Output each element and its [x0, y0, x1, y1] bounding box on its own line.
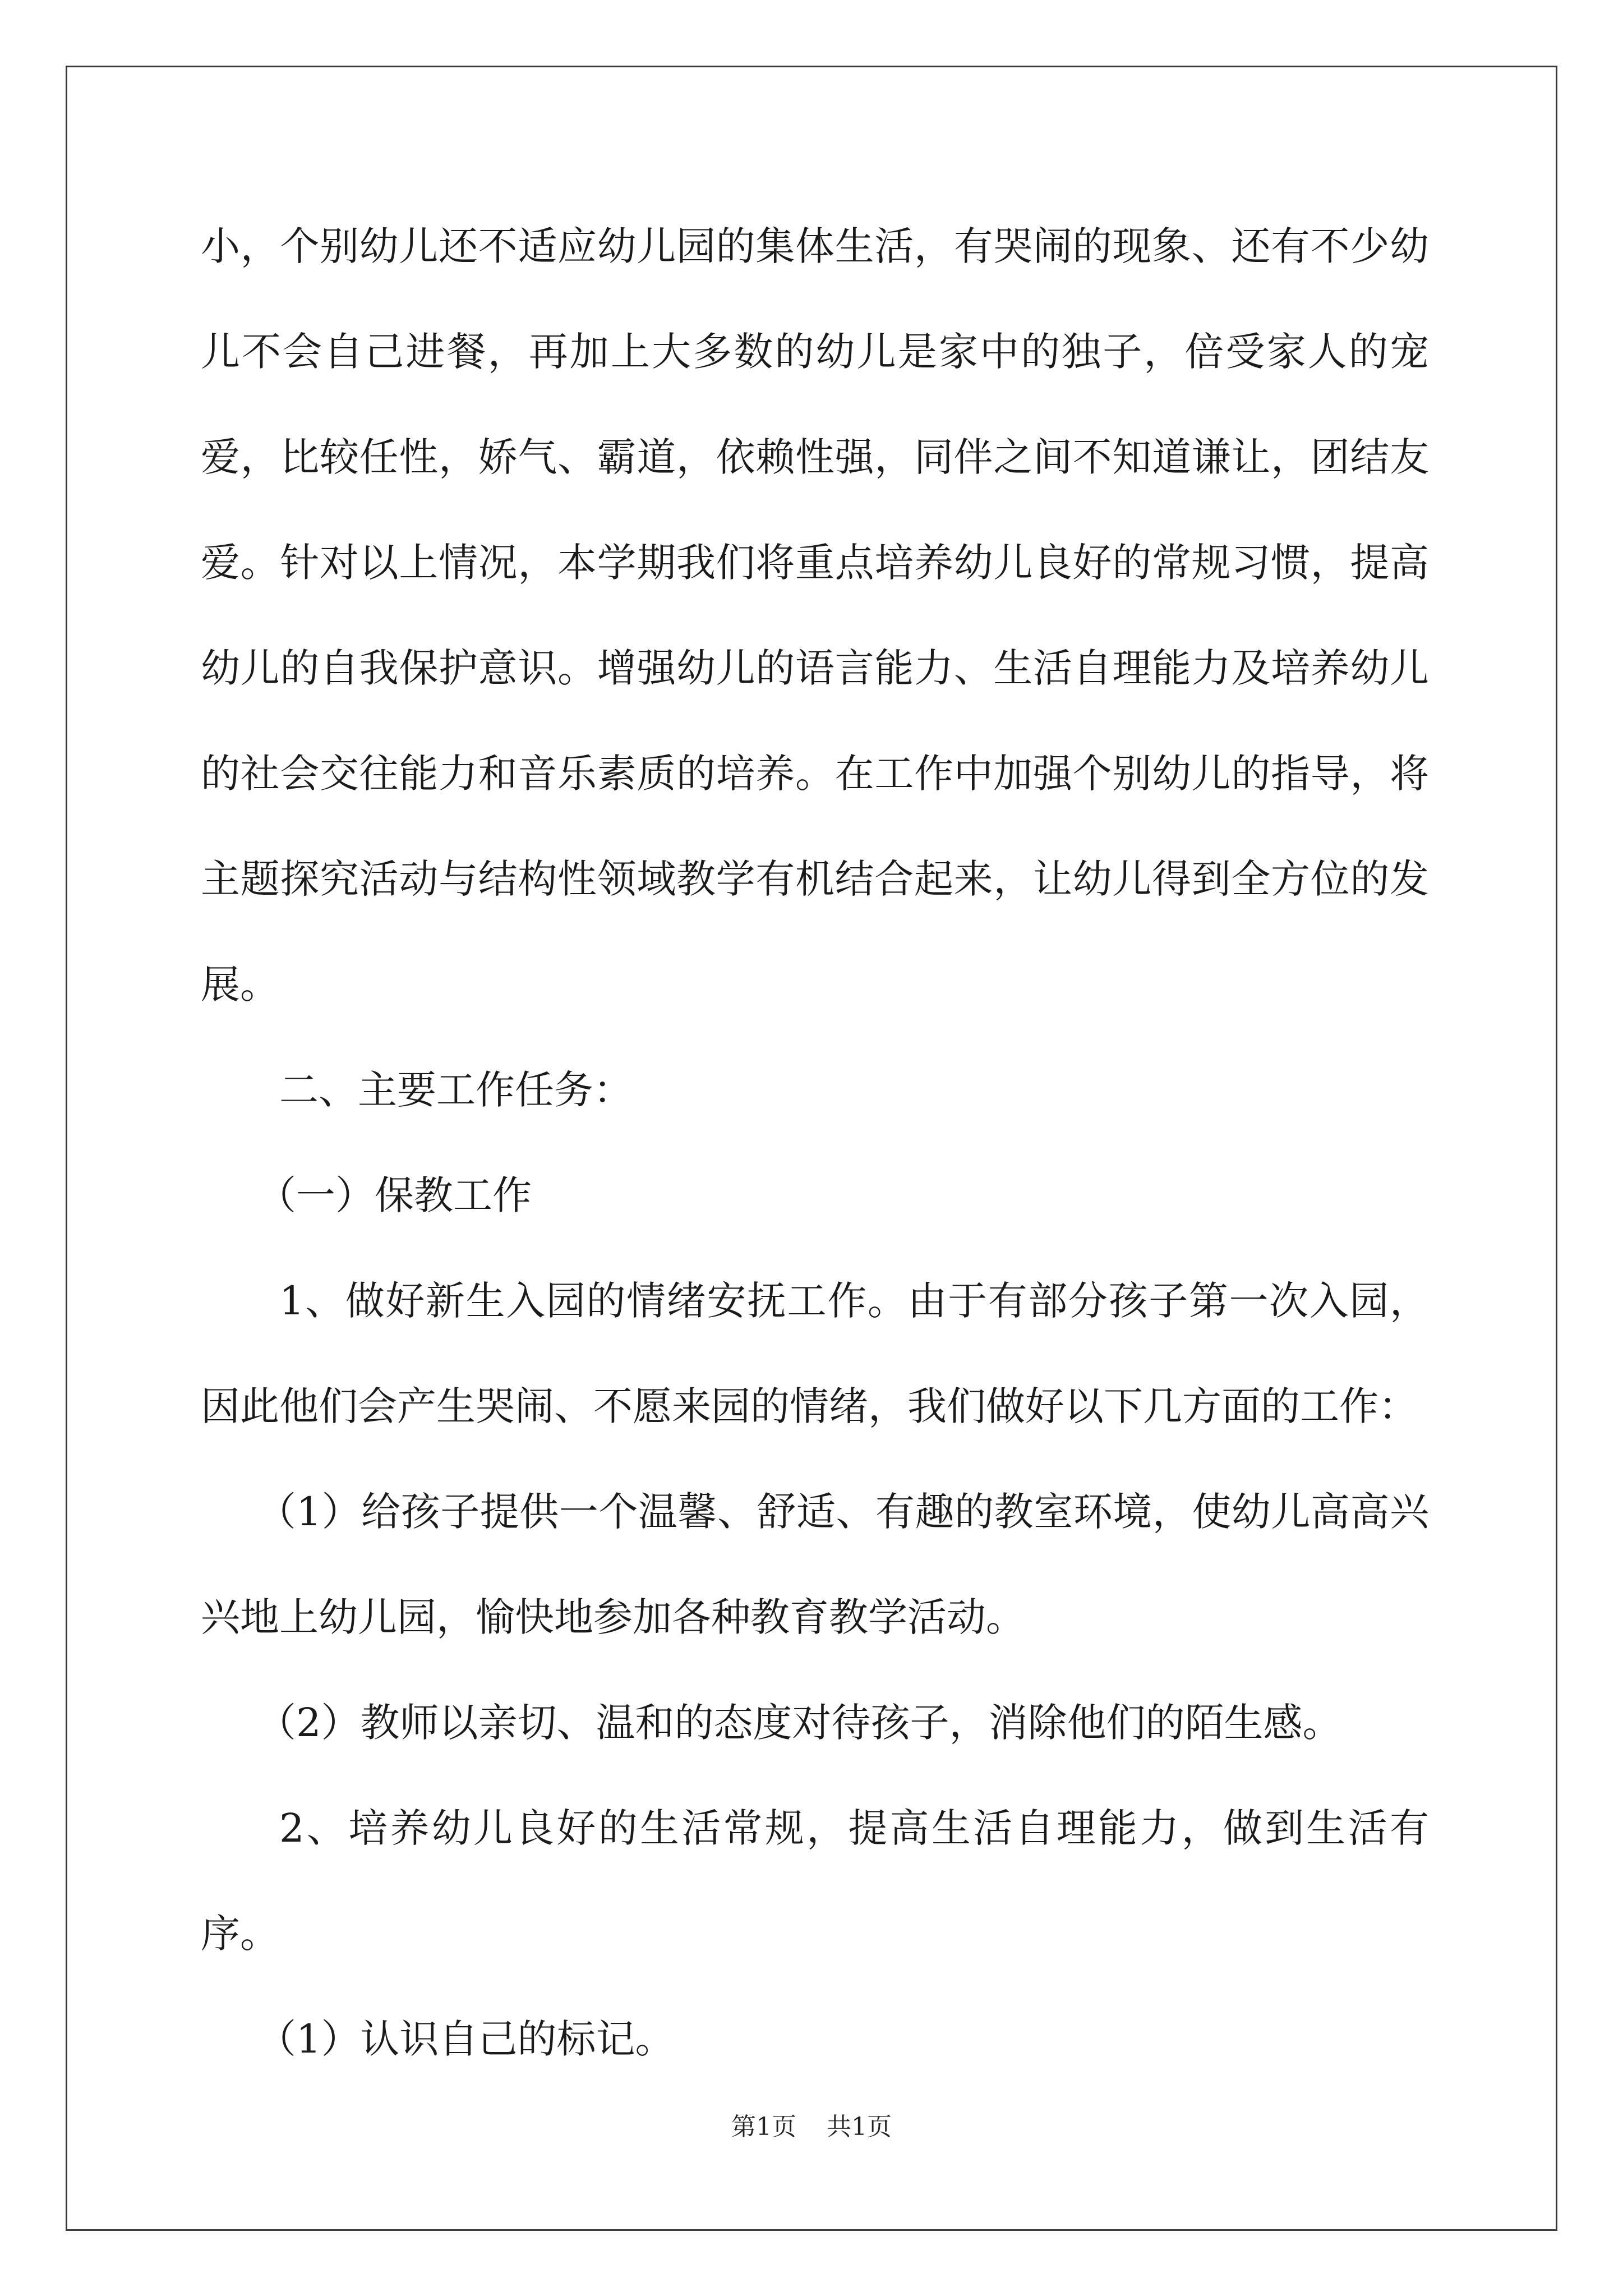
section-heading-main-tasks: 二、主要工作任务： [279, 1067, 633, 1113]
paragraph-subitem-2-1: （1）认识自己的标记。 [257, 2016, 675, 2062]
paragraph-item-2: 2、培养幼儿良好的生活常规，提高生活自理能力，做到生活有序。 [201, 1805, 1429, 1957]
paragraph-item-1: 1、做好新生入园的情绪安抚工作。由于有部分孩子第一次入园，因此他们会产生哭闹、不愿来园的情绪，我们做好以下几方面的工作： [201, 1278, 1429, 1429]
paragraph-subitem-1-2: （2）教师以亲切、温和的态度对待孩子，消除他们的陌生感。 [257, 1700, 1342, 1746]
page-number: 第1页 [731, 2113, 796, 2141]
paragraph-subitem-1-1: （1）给孩子提供一个温馨、舒适、有趣的教室环境，使幼儿高高兴兴地上幼儿园，愉快地参加各种教育教学活动。 [201, 1489, 1429, 1640]
subsection-heading-care-education: （一）保教工作 [257, 1172, 532, 1218]
document-body [201, 194, 1429, 2092]
page-footer [0, 2106, 1623, 2142]
paragraph-1: 小，个别幼儿还不适应幼儿园的集体生活，有哭闹的现象、还有不少幼儿不会自己进餐，再加上大多数的幼儿是家中的独子，倍受家人的宠爱，比较任性，娇气、霸道，依赖性强，同伴之间不知道谦让，团结友爱。针对以上情况，本学期我们将重点培养幼儿良好的常规习惯，提高幼儿的自我保护意识。增强幼儿的语言能力、生活自理能力及培养幼儿的社会交往能力和音乐素质的培养。在工作中加强个别幼儿的指导，将主题探究活动与结构性领域教学有机结合起来，让幼儿得到全方位的发展。 [201, 223, 1429, 1007]
page-total: 共1页 [827, 2113, 892, 2141]
